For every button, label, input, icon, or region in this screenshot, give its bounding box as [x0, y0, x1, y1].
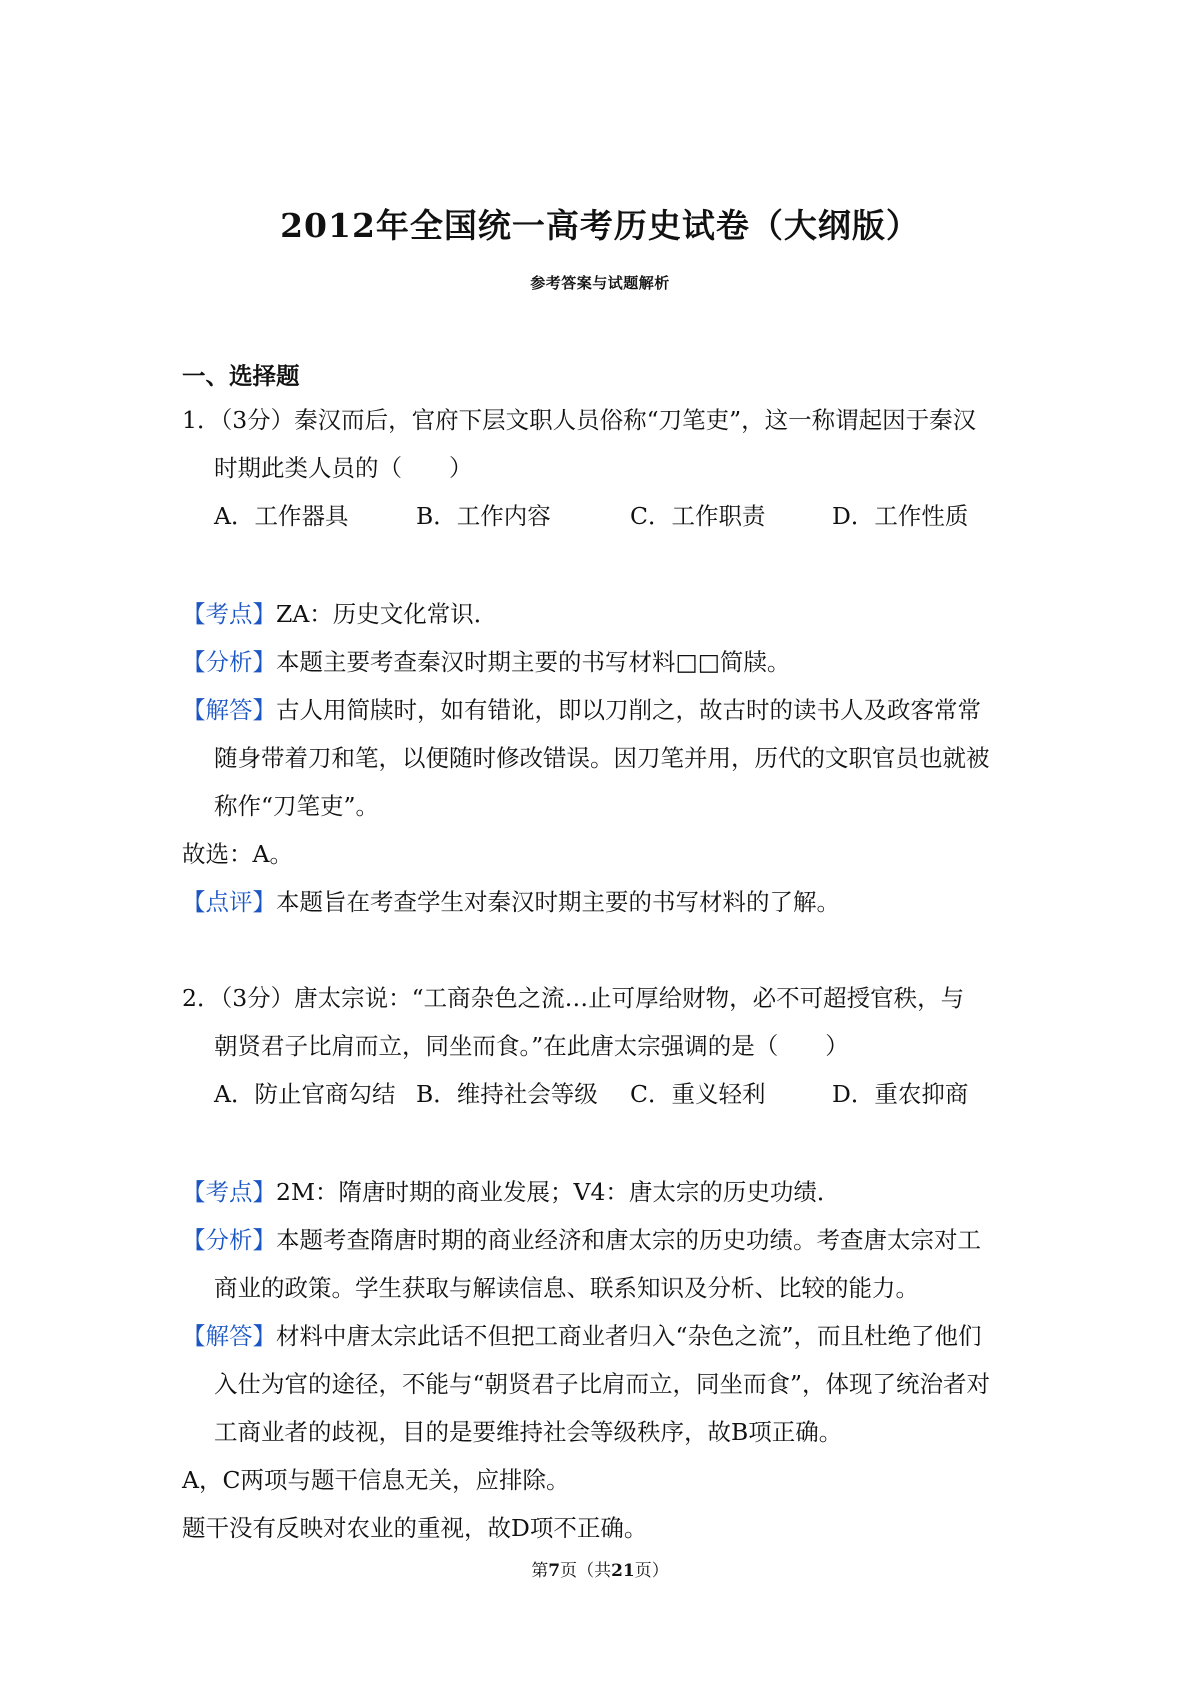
q2-option-c: C．重义轻利 [630, 1080, 766, 1108]
q2-extra-line1: A，C两项与题干信息无关，应排除。 [182, 1466, 570, 1494]
q1-dianping-text: 本题旨在考查学生对秦汉时期主要的书写材料的了解。 [276, 888, 840, 916]
q1-option-a: A．工作器具 [214, 502, 349, 530]
footer-suffix: 页） [634, 1561, 669, 1581]
q1-dianping-tag: 【点评】 [182, 888, 276, 916]
footer-page-number: 7 [548, 1561, 561, 1581]
q1-option-d: D．工作性质 [832, 502, 969, 530]
q2-jieda-tag: 【解答】 [182, 1322, 276, 1350]
q2-jieda-line2: 入仕为官的途径，不能与“朝贤君子比肩而立，同坐而食”，体现了统治者对 [214, 1370, 991, 1398]
q1-jieda-line3: 称作“刀笔吏”。 [214, 792, 380, 820]
q2-fenxi-tag: 【分析】 [182, 1226, 276, 1254]
q1-jieda [182, 694, 981, 726]
q2-kaodian-tag: 【考点】 [182, 1178, 276, 1206]
q1-stem-line1: 1．（3分）秦汉而后，官府下层文职人员俗称“刀笔吏”，这一称谓起因于秦汉 [182, 406, 977, 434]
q1-answer: 故选：A。 [182, 840, 293, 868]
q1-fenxi-tag: 【分析】 [182, 648, 276, 676]
q2-option-d: D．重农抑商 [832, 1080, 969, 1108]
q1-kaodian-tag: 【考点】 [182, 600, 276, 628]
footer-prefix: 第 [531, 1561, 549, 1581]
q2-kaodian [182, 1176, 840, 1208]
footer-mid: 页（共 [560, 1561, 612, 1581]
q2-option-a: A．防止官商勾结 [214, 1080, 396, 1108]
q1-fenxi [182, 646, 790, 678]
q2-option-b: B．维持社会等级 [416, 1080, 598, 1108]
q2-kaodian-text: 2M：隋唐时期的商业发展；V4：唐太宗的历史功绩． [276, 1178, 841, 1206]
q1-kaodian-text: ZA：历史文化常识． [276, 600, 498, 628]
q2-fenxi-line2: 商业的政策。学生获取与解读信息、联系知识及分析、比较的能力。 [214, 1274, 919, 1302]
q2-fenxi-line1: 本题考查隋唐时期的商业经济和唐太宗的历史功绩。考查唐太宗对工 [276, 1226, 981, 1254]
q2-stem-line1: 2．（3分）唐太宗说：“工商杂色之流…止可厚给财物，必不可超授官秩，与 [182, 984, 965, 1012]
q2-stem-line2: 朝贤君子比肩而立，同坐而食。”在此唐太宗强调的是（ ） [214, 1032, 849, 1060]
q1-fenxi-text: 本题主要考查秦汉时期主要的书写材料□□简牍。 [276, 648, 791, 676]
q2-extra-line2: 题干没有反映对农业的重视，故D项不正确。 [182, 1514, 648, 1542]
q1-option-b: B．工作内容 [416, 502, 551, 530]
q1-option-c: C．工作职责 [630, 502, 766, 530]
section-heading: 一、选择题 [182, 362, 300, 390]
q1-kaodian [182, 598, 497, 630]
q2-jieda-line3: 工商业者的歧视，目的是要维持社会等级秩序，故B项正确。 [214, 1418, 843, 1446]
q1-jieda-line1: 古人用简牍时，如有错讹，即以刀削之，故古时的读书人及政客常常 [276, 696, 981, 724]
q1-dianping [182, 886, 840, 918]
q2-jieda [182, 1320, 982, 1352]
page-footer [0, 1556, 1200, 1581]
q2-fenxi [182, 1224, 981, 1256]
q1-jieda-line2: 随身带着刀和笔，以便随时修改错误。因刀笔并用，历代的文职官员也就被 [214, 744, 990, 772]
page-title: 2012年全国统一高考历史试卷（大纲版） [280, 206, 920, 245]
footer-total-pages: 21 [611, 1561, 635, 1581]
q1-jieda-tag: 【解答】 [182, 696, 276, 724]
q2-jieda-line1: 材料中唐太宗此话不但把工商业者归入“杂色之流”，而且杜绝了他们 [276, 1322, 982, 1350]
q1-stem-line2: 时期此类人员的（ ） [214, 454, 473, 482]
page-subtitle: 参考答案与试题解析 [530, 274, 670, 292]
